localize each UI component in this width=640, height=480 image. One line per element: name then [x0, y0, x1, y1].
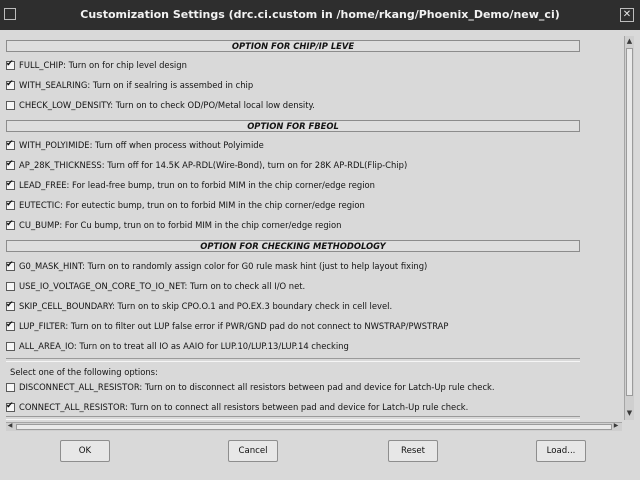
- checkbox[interactable]: [6, 161, 15, 170]
- select-one-prompt: Select one of the following options:: [10, 367, 158, 377]
- option-label: ALL_AREA_IO: Turn on to treat all IO as AAIO for LUP.10/LUP.13/LUP.14 checking: [19, 341, 349, 351]
- horizontal-scroll-thumb[interactable]: [16, 424, 612, 430]
- option-label: FULL_CHIP: Turn on for chip level design: [19, 60, 187, 70]
- checkbox[interactable]: [6, 383, 15, 392]
- dialog-body: [0, 30, 640, 480]
- horizontal-scrollbar[interactable]: [6, 422, 622, 431]
- section-header-chip-ip: OPTION FOR CHIP/IP LEVE: [6, 40, 580, 52]
- check-icon: ✔: [6, 260, 14, 270]
- section-header-checking-methodology: OPTION FOR CHECKING METHODOLOGY: [6, 240, 580, 252]
- check-icon: ✔: [6, 300, 14, 310]
- check-icon: ✔: [6, 79, 14, 89]
- checkbox[interactable]: [6, 262, 15, 271]
- checkbox[interactable]: [6, 282, 15, 291]
- scroll-right-icon[interactable]: ▶: [613, 422, 619, 429]
- vertical-scrollbar[interactable]: [624, 36, 634, 420]
- checkbox[interactable]: [6, 201, 15, 210]
- option-label: WITH_SEALRING: Turn on if sealring is assembed in chip: [19, 80, 254, 90]
- checkbox[interactable]: [6, 61, 15, 70]
- scroll-up-icon[interactable]: ▲: [626, 37, 633, 45]
- divider: [6, 416, 580, 420]
- section-header-fbeol: OPTION FOR FBEOL: [6, 120, 580, 132]
- option-label: G0_MASK_HINT: Turn on to randomly assign color for G0 rule mask hint (just to help layout fixing): [19, 261, 428, 271]
- check-icon: ✔: [6, 199, 14, 209]
- checkbox[interactable]: [6, 81, 15, 90]
- window-title: Customization Settings (drc.ci.custom in /home/rkang/Phoenix_Demo/new_ci): [80, 8, 560, 21]
- close-icon[interactable]: ✕: [620, 8, 634, 22]
- option-label: EUTECTIC: For eutectic bump, trun on to forbid MIM in the chip corner/edge region: [19, 200, 365, 210]
- checkbox[interactable]: [6, 181, 15, 190]
- divider: [6, 358, 580, 362]
- check-icon: ✔: [6, 219, 14, 229]
- option-label: CU_BUMP: For Cu bump, trun on to forbid MIM in the chip corner/edge region: [19, 220, 342, 230]
- option-label: CONNECT_ALL_RESISTOR: Turn on to connect all resistors between pad and device for Latch-Up rule check.: [19, 402, 469, 412]
- option-label: DISCONNECT_ALL_RESISTOR: Turn on to disconnect all resistors between pad and device for Latch-Up rule check.: [19, 382, 495, 392]
- checkbox[interactable]: [6, 302, 15, 311]
- check-icon: ✔: [6, 159, 14, 169]
- ok-button[interactable]: OK: [60, 440, 110, 462]
- title-bar[interactable]: [0, 0, 640, 30]
- checkbox[interactable]: [6, 342, 15, 351]
- check-icon: ✔: [6, 401, 14, 411]
- check-icon: ✔: [6, 59, 14, 69]
- checkbox[interactable]: [6, 322, 15, 331]
- option-label: LEAD_FREE: For lead-free bump, trun on to forbid MIM in the chip corner/edge region: [19, 180, 375, 190]
- check-icon: ✔: [6, 139, 14, 149]
- check-icon: ✔: [6, 320, 14, 330]
- load-button[interactable]: Load...: [536, 440, 586, 462]
- option-label: LUP_FILTER: Turn on to filter out LUP false error if PWR/GND pad do not connect to NWSTRAP/PWSTRAP: [19, 321, 449, 331]
- vertical-scroll-thumb[interactable]: [626, 48, 633, 396]
- checkbox[interactable]: [6, 403, 15, 412]
- checkbox[interactable]: [6, 141, 15, 150]
- cancel-button[interactable]: Cancel: [228, 440, 278, 462]
- checkbox[interactable]: [6, 101, 15, 110]
- option-label: WITH_POLYIMIDE: Turn off when process without Polyimide: [19, 140, 264, 150]
- option-label: AP_28K_THICKNESS: Turn off for 14.5K AP-RDL(Wire-Bond), turn on for 28K AP-RDL(Flip-Chip): [19, 160, 408, 170]
- checkbox[interactable]: [6, 221, 15, 230]
- reset-button[interactable]: Reset: [388, 440, 438, 462]
- option-label: CHECK_LOW_DENSITY: Turn on to check OD/PO/Metal local low density.: [19, 100, 315, 110]
- check-icon: ✔: [6, 179, 14, 189]
- option-label: USE_IO_VOLTAGE_ON_CORE_TO_IO_NET: Turn on to check all I/O net.: [19, 281, 306, 291]
- scroll-left-icon[interactable]: ◀: [7, 422, 13, 429]
- options-panel: [6, 32, 622, 420]
- option-label: SKIP_CELL_BOUNDARY: Turn on to skip CPO.O.1 and PO.EX.3 boundary check in cell level.: [19, 301, 393, 311]
- scroll-down-icon[interactable]: ▼: [626, 409, 633, 417]
